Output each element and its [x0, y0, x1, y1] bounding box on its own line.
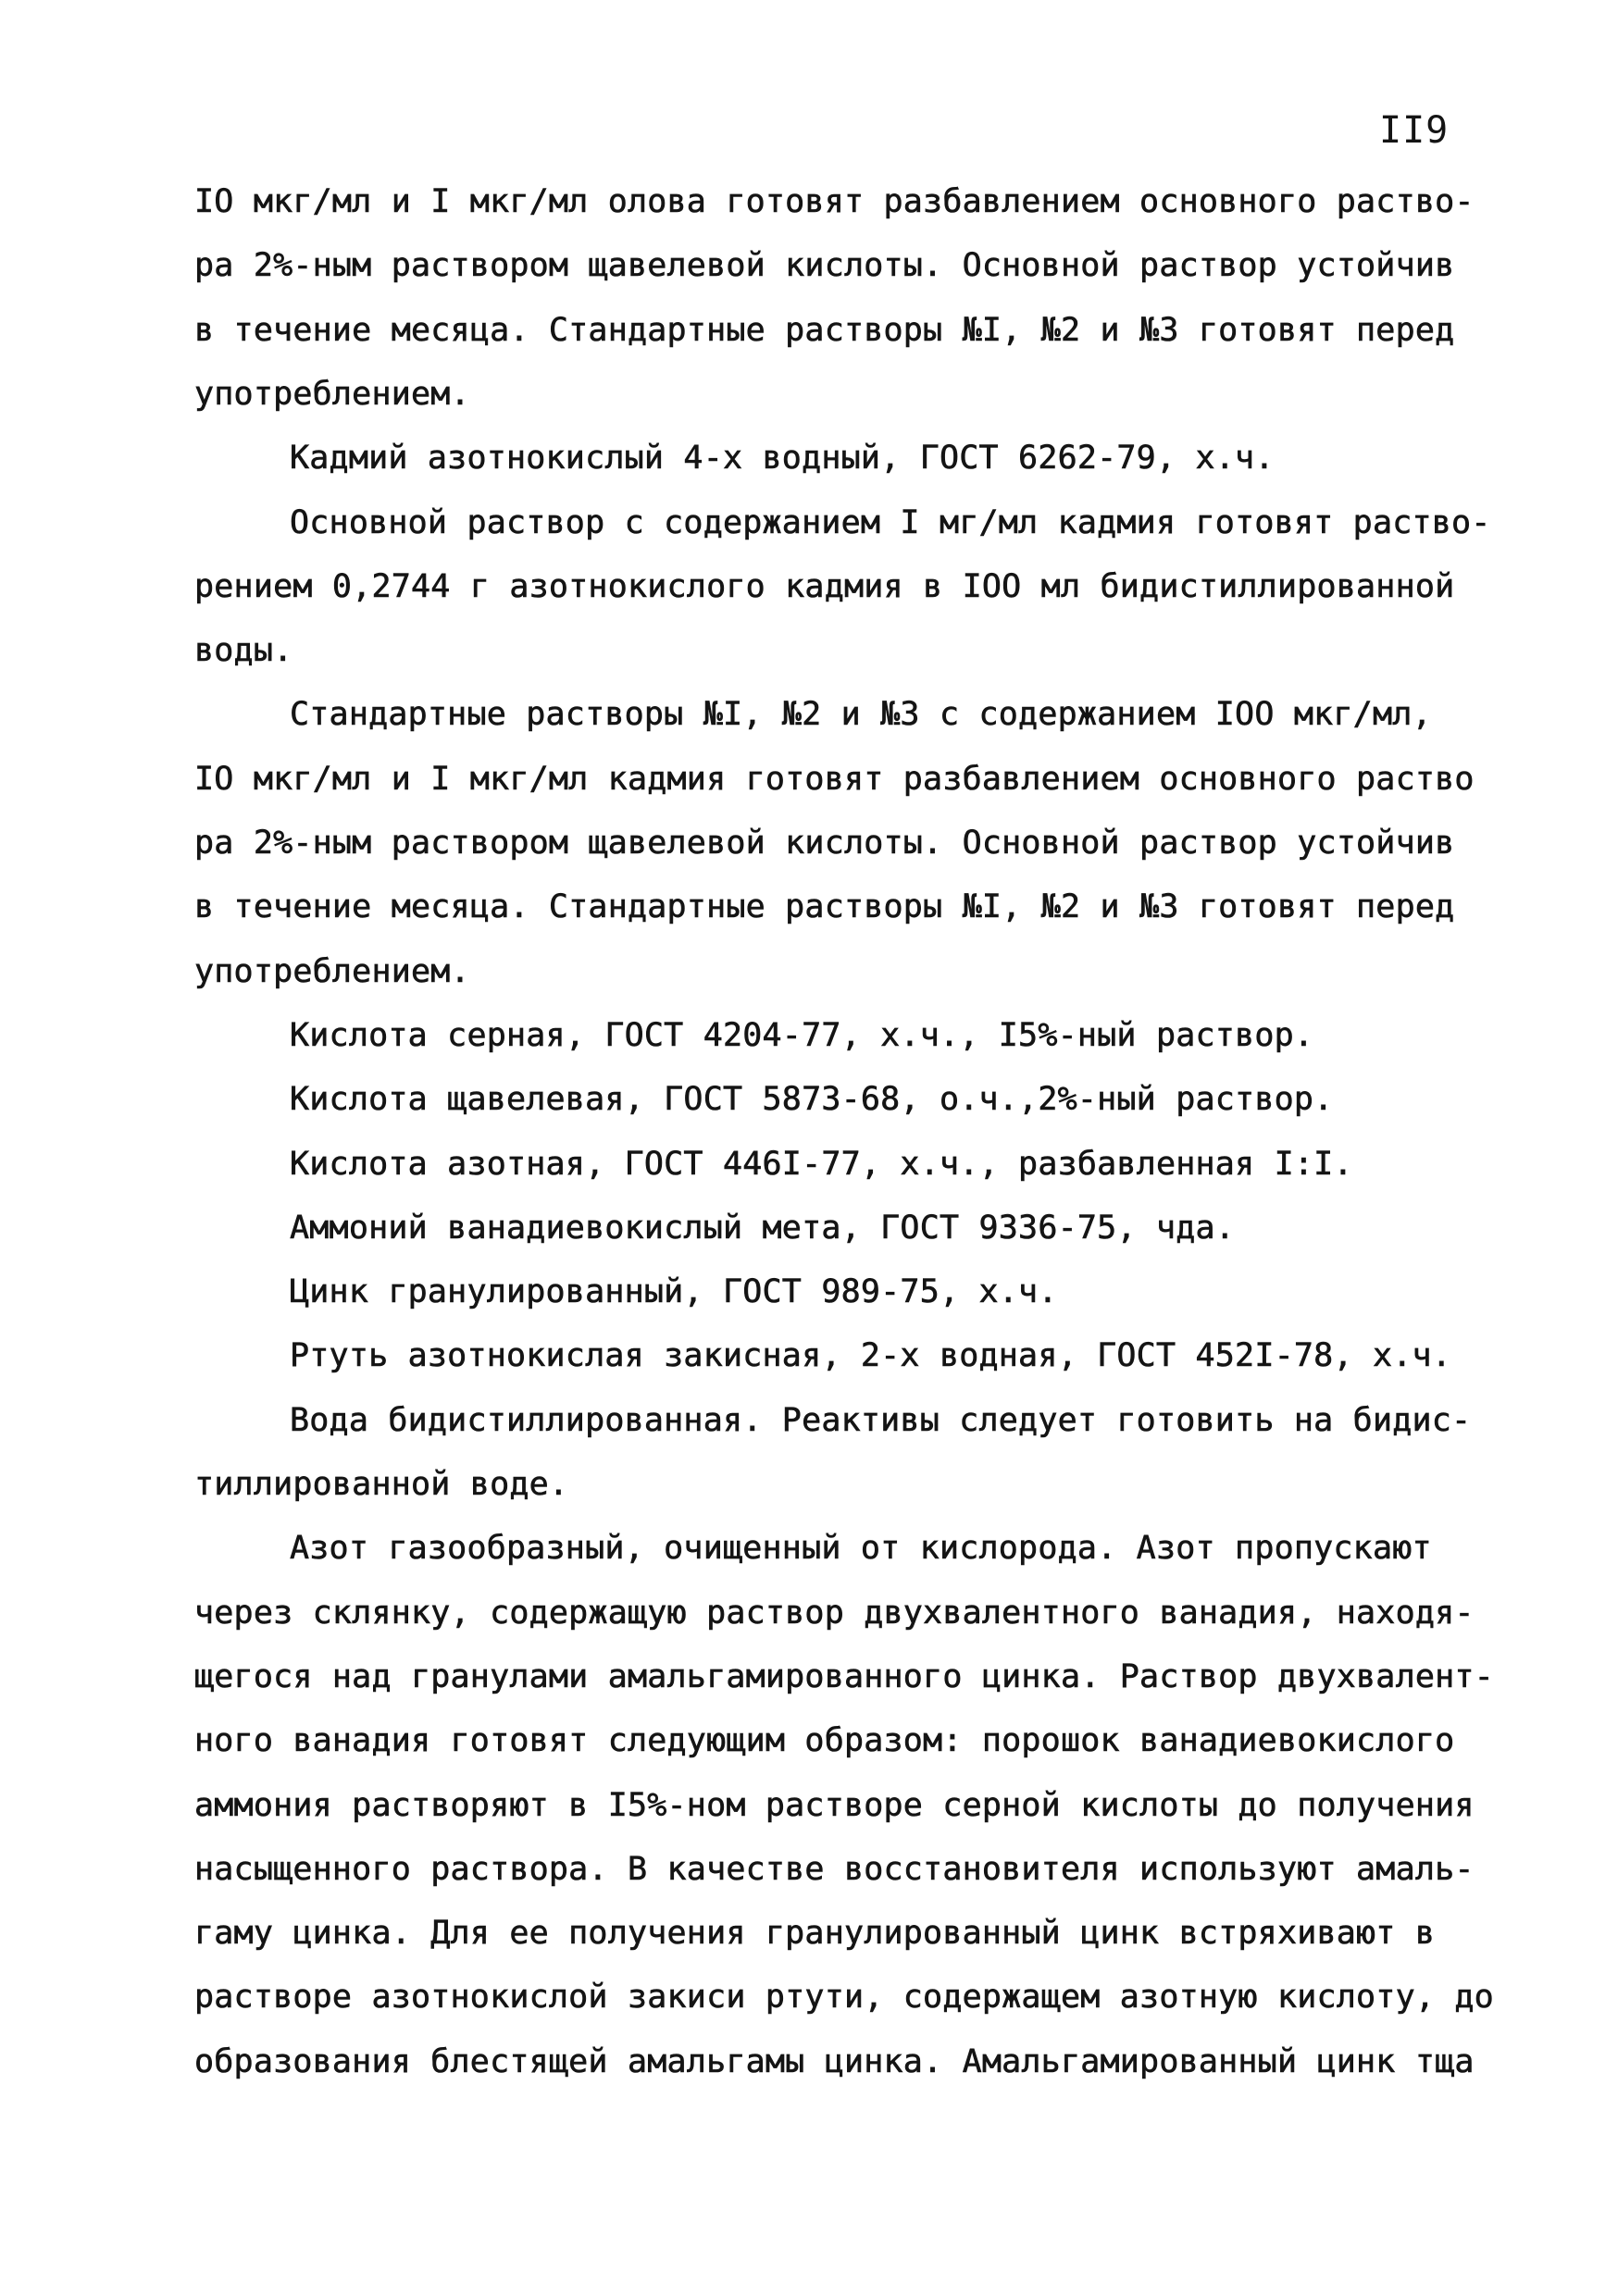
text-line: употреблением. — [194, 376, 470, 413]
text-line: Цинк гранулированный, ГОСТ 989-75, х.ч. — [290, 1273, 1058, 1310]
text-line: Кислота азотная, ГОСТ 446I-77, х.ч., разбавленная I:I. — [290, 1146, 1353, 1183]
text-line: щегося над гранулами амальгамированного цинка. Раствор двухвалент- — [194, 1658, 1494, 1695]
text-line: растворе азотнокислой закиси ртути, содержащем азотную кислоту, до — [194, 1979, 1494, 2016]
text-line: ра 2%-ным раствором щавелевой кислоты. Основной раствор устойчив — [194, 825, 1455, 862]
text-line: аммония растворяют в I5%-ном растворе серной кислоты до получения — [194, 1787, 1475, 1824]
text-line: Аммоний ванадиевокислый мета, ГОСТ 9336-75, чда. — [290, 1210, 1236, 1247]
text-line: в течение месяца. Стандартные растворы №I, №2 и №3 готовят перед — [194, 888, 1455, 925]
text-line: IO мкг/мл и I мкг/мл олова готовят разбавлением основного раство- — [194, 183, 1475, 220]
text-line: ра 2%-ным раствором щавелевой кислоты. Основной раствор устойчив — [194, 247, 1455, 284]
text-line: насыщенного раствора. В качестве восстановителя используют амаль- — [194, 1851, 1475, 1888]
text-line: употреблением. — [194, 953, 470, 990]
text-line: ного ванадия готовят следующим образом: порошок ванадиевокислого — [194, 1722, 1455, 1759]
text-line: Ртуть азотнокислая закисная, 2-х водная, ГОСТ 452I-78, х.ч. — [290, 1337, 1452, 1374]
text-line: Вода бидистиллированная. Реактивы следует готовить на бидис- — [290, 1402, 1472, 1439]
text-line: образования блестящей амальгамы цинка. Амальгамированный цинк тща — [194, 2043, 1475, 2080]
page-number: II9 — [1379, 109, 1450, 152]
text-line: Кислота щавелевая, ГОСТ 5873-68, о.ч.,2%-ный раствор. — [290, 1081, 1334, 1118]
text-line: тиллированной воде. — [194, 1466, 569, 1503]
text-line: воды. — [194, 632, 293, 669]
text-line: в течение месяца. Стандартные растворы №I, №2 и №3 готовят перед — [194, 312, 1455, 349]
text-line: Основной раствор с содержанием I мг/мл кадмия готовят раство- — [290, 504, 1491, 541]
text-line: IO мкг/мл и I мкг/мл кадмия готовят разбавлением основного раство — [194, 761, 1475, 798]
text-line: рением 0,2744 г азотнокислого кадмия в IOO мл бидистиллированной — [194, 568, 1455, 605]
text-line: гаму цинка. Для ее получения гранулированный цинк встряхивают в — [194, 1915, 1436, 1952]
text-line: через склянку, содержащую раствор двухвалентного ванадия, находя- — [194, 1595, 1475, 1632]
text-line: Стандартные растворы №I, №2 и №3 с содержанием IOO мкг/мл, — [290, 696, 1432, 733]
text-line: Азот газообразный, очищенный от кислорода. Азот пропускают — [290, 1530, 1432, 1567]
text-line: Кислота серная, ГОСТ 4204-77, х.ч., I5%-ный раствор. — [290, 1017, 1314, 1054]
text-line: Кадмий азотнокислый 4-х водный, ГОСТ 6262-79, х.ч. — [290, 440, 1275, 477]
